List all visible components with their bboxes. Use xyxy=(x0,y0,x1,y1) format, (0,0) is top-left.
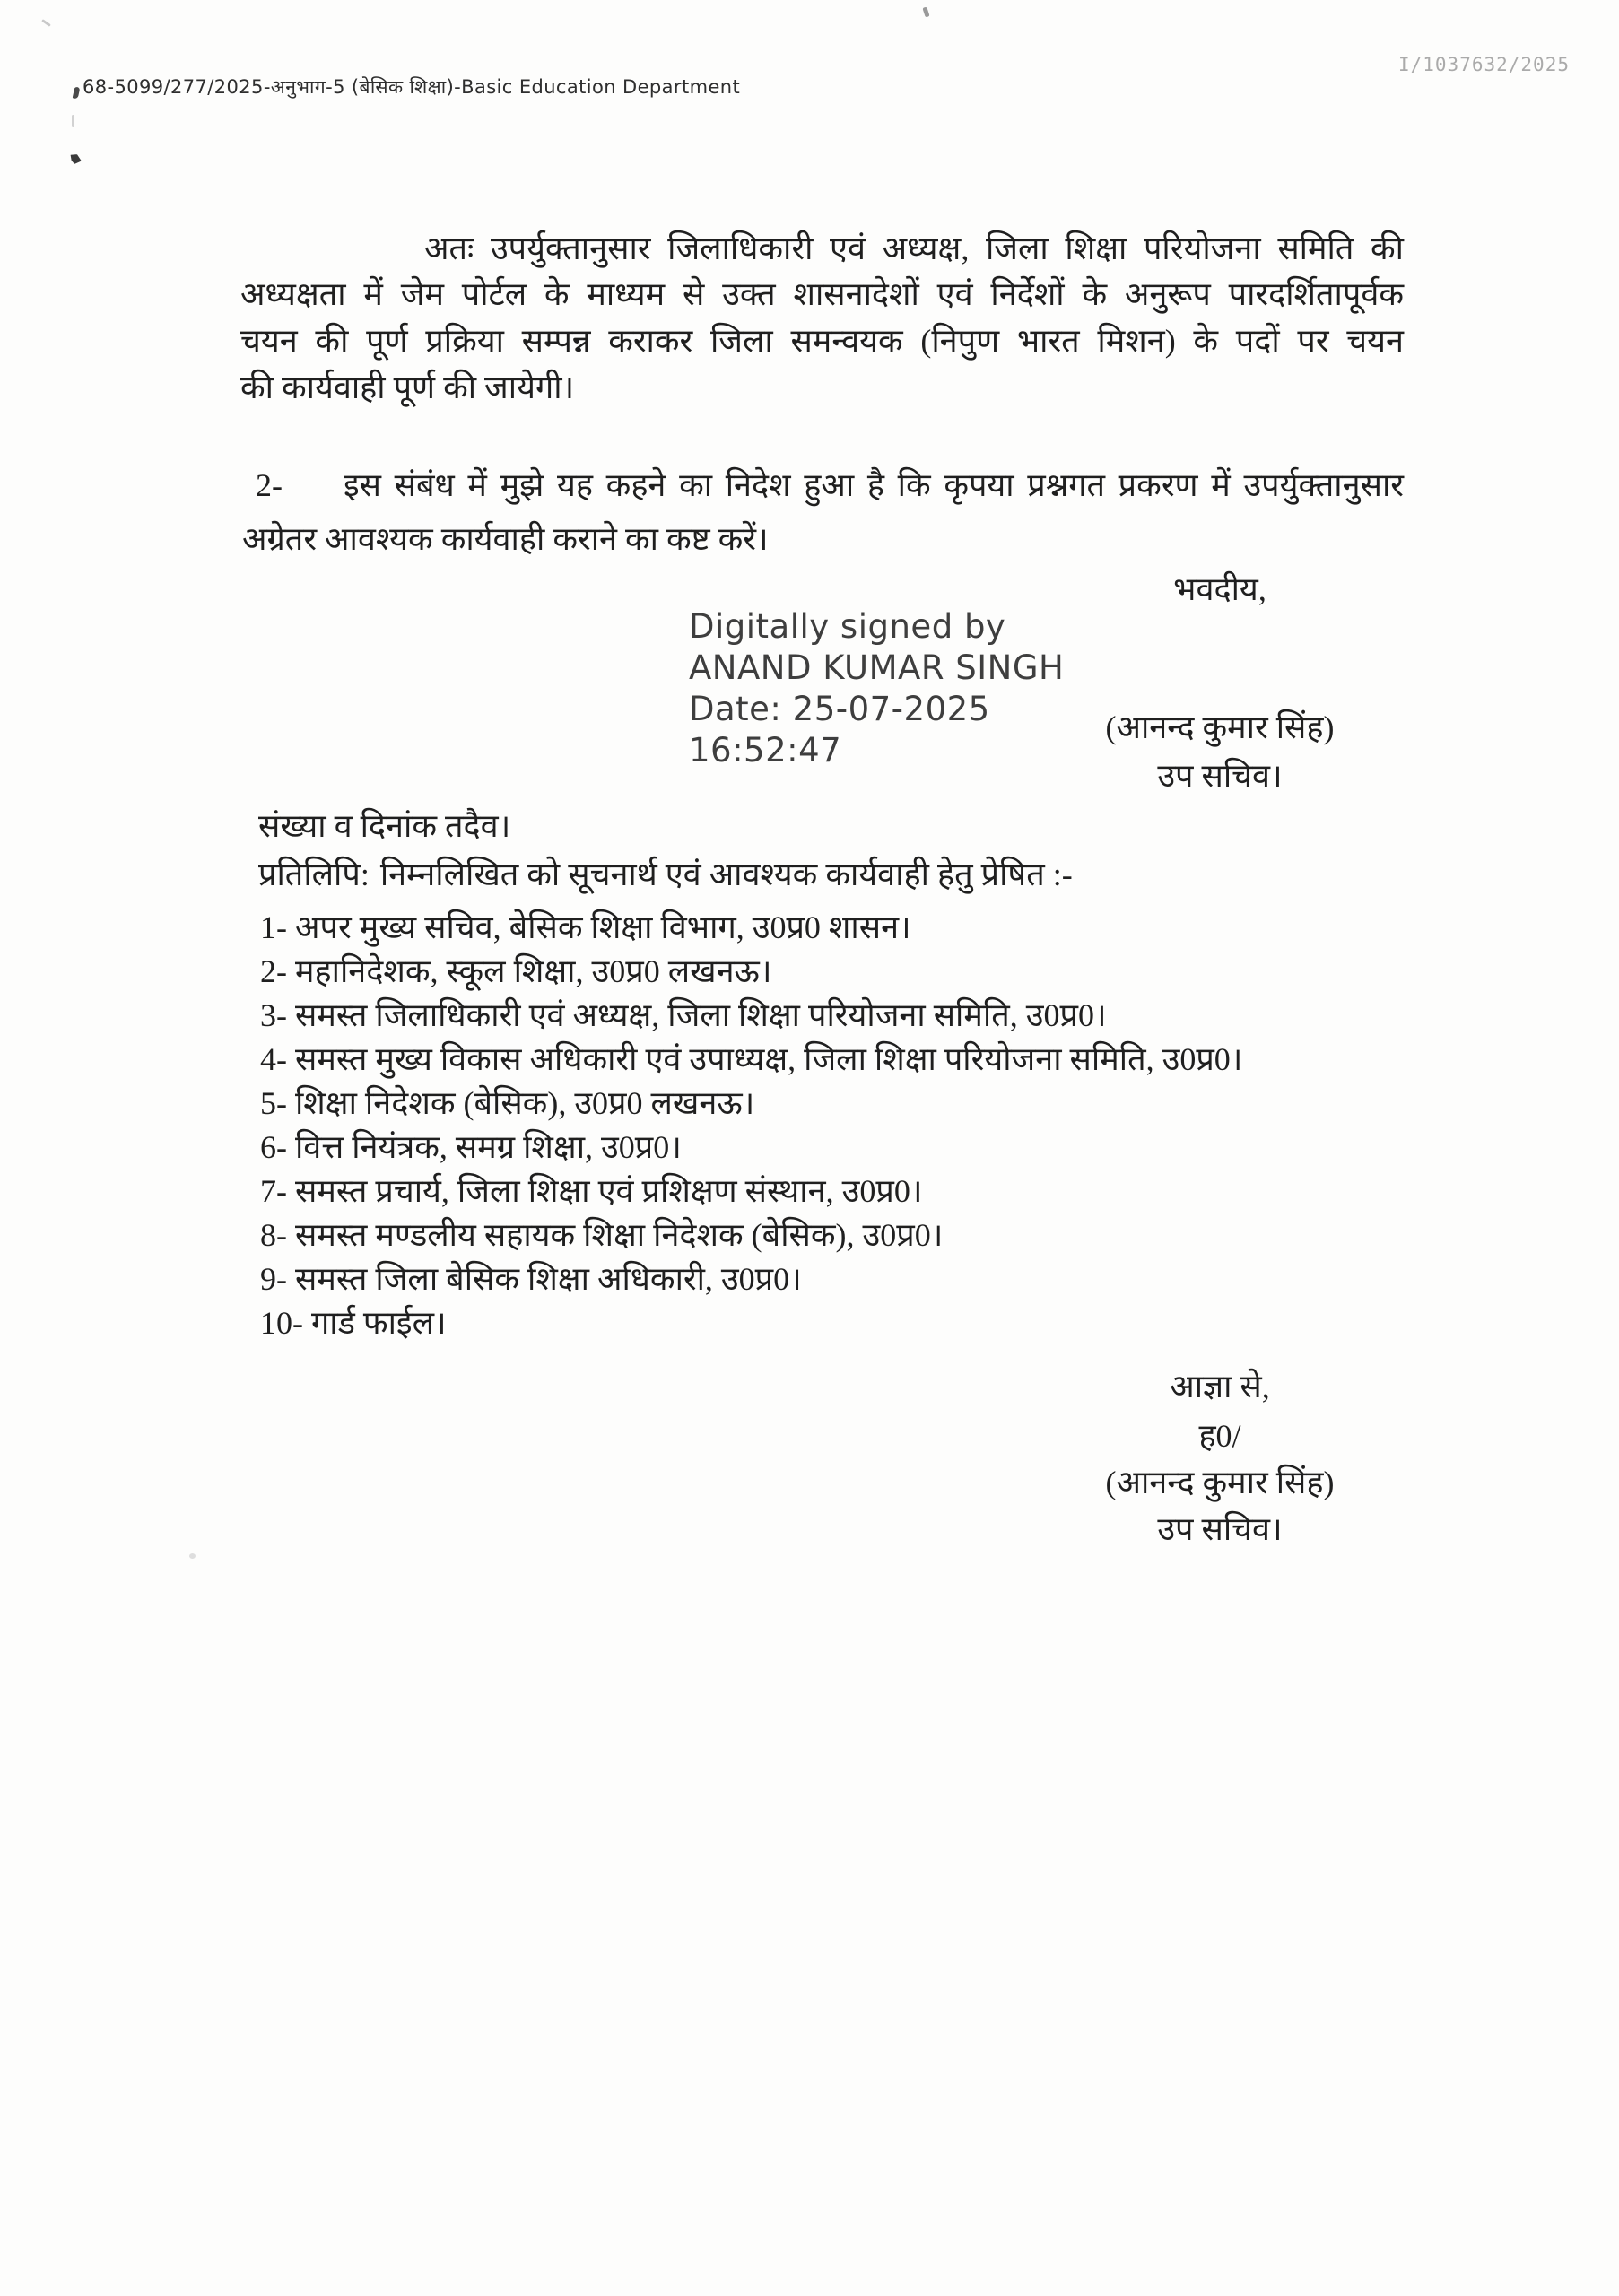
digital-signature-line: Digitally signed by xyxy=(689,607,1006,646)
reference-line: संख्या व दिनांक तदैव। xyxy=(258,808,511,844)
scan-artifact xyxy=(73,87,81,100)
copy-list-item: 7- समस्त प्रचार्य, जिला शिक्षा एवं प्रशिक्षण संस्थान, उ0प्र0। xyxy=(260,1173,923,1209)
signed-mark: ह0/ xyxy=(1198,1418,1241,1454)
copy-list-item: 8- समस्त मण्डलीय सहायक शिक्षा निदेशक (बेसिक), उ0प्र0। xyxy=(260,1217,944,1253)
para2-line: इस संबंध में मुझे यह कहने का निदेश हुआ है कि कृपया प्रश्नगत प्रकरण में उपर्युक्तानुसार xyxy=(344,467,1404,503)
para2-marker: 2- xyxy=(256,467,283,503)
digital-signature-date: Date: 25-07-2025 xyxy=(689,690,990,728)
para1-line: चयन की पूर्ण प्रक्रिया सम्पन्न कराकर जिला समन्वयक (निपुण भारत मिशन) के पदों पर चयन xyxy=(240,323,1404,359)
footer-signatory-name: (आनन्द कुमार सिंह) xyxy=(1105,1465,1335,1500)
copy-list-item: 10- गार्ड फाईल। xyxy=(260,1305,447,1341)
copy-heading xyxy=(258,852,1073,898)
para1-line: अतः उपर्युक्तानुसार जिलाधिकारी एवं अध्यक्ष, जिला शिक्षा परियोजना समिति की xyxy=(424,230,1404,266)
footer-signatory-designation: उप सचिव। xyxy=(1157,1511,1283,1547)
para2-line: अग्रेतर आवश्यक कार्यवाही कराने का कष्ट करें। xyxy=(242,521,769,557)
scan-artifact xyxy=(189,1553,196,1559)
copy-intro: निम्नलिखित को सूचनार्थ एवं आवश्यक कार्यवाही हेतु प्रेषित :- xyxy=(379,857,1073,892)
scan-artifact xyxy=(72,115,74,127)
para1-line: अध्यक्षता में जेम पोर्टल के माध्यम से उक्त शासनादेशों एवं निर्देशों के अनुरूप पारदर्शितापूर्वक xyxy=(240,276,1404,312)
copy-list-item: 3- समस्त जिलाधिकारी एवं अध्यक्ष, जिला शिक्षा परियोजना समिति, उ0प्र0। xyxy=(260,997,1107,1033)
copy-list-item: 9- समस्त जिला बेसिक शिक्षा अधिकारी, उ0प्र0। xyxy=(260,1261,802,1297)
digital-signature-block xyxy=(689,606,1064,771)
digital-signature-name: ANAND KUMAR SINGH xyxy=(689,648,1065,687)
scan-artifact xyxy=(922,6,929,17)
signatory-designation: उप सचिव। xyxy=(1157,758,1283,794)
signatory-name: (आनन्द कुमार सिंह) xyxy=(1105,709,1335,745)
copy-list-item: 4- समस्त मुख्य विकास अधिकारी एवं उपाध्यक्ष, जिला शिक्षा परियोजना समिति, उ0प्र0। xyxy=(260,1041,1243,1077)
copy-list-item: 6- वित्त नियंत्रक, समग्र शिक्षा, उ0प्र0। xyxy=(260,1129,682,1165)
by-order-line: आज्ञा से, xyxy=(1170,1369,1270,1405)
file-number: 68-5099/277/2025-अनुभाग-5 (बेसिक शिक्षा)-Basic Education Department xyxy=(83,76,741,98)
closing-salutation: भवदीय, xyxy=(1173,571,1266,607)
copy-list-item: 5- शिक्षा निदेशक (बेसिक), उ0प्र0 लखनऊ। xyxy=(260,1085,755,1121)
copy-list-item: 2- महानिदेशक, स्कूल शिक्षा, उ0प्र0 लखनऊ। xyxy=(260,953,772,989)
scan-artifact xyxy=(41,19,51,27)
para1-line: की कार्यवाही पूर्ण की जायेगी। xyxy=(240,370,575,405)
document-id: I/1037632/2025 xyxy=(1397,54,1570,75)
digital-signature-time: 16:52:47 xyxy=(689,731,842,770)
copy-label: प्रतिलिपि: xyxy=(258,857,370,892)
scan-artifact xyxy=(69,153,82,165)
copy-list-item: 1- अपर मुख्य सचिव, बेसिक शिक्षा विभाग, उ0प्र0 शासन। xyxy=(260,909,911,945)
